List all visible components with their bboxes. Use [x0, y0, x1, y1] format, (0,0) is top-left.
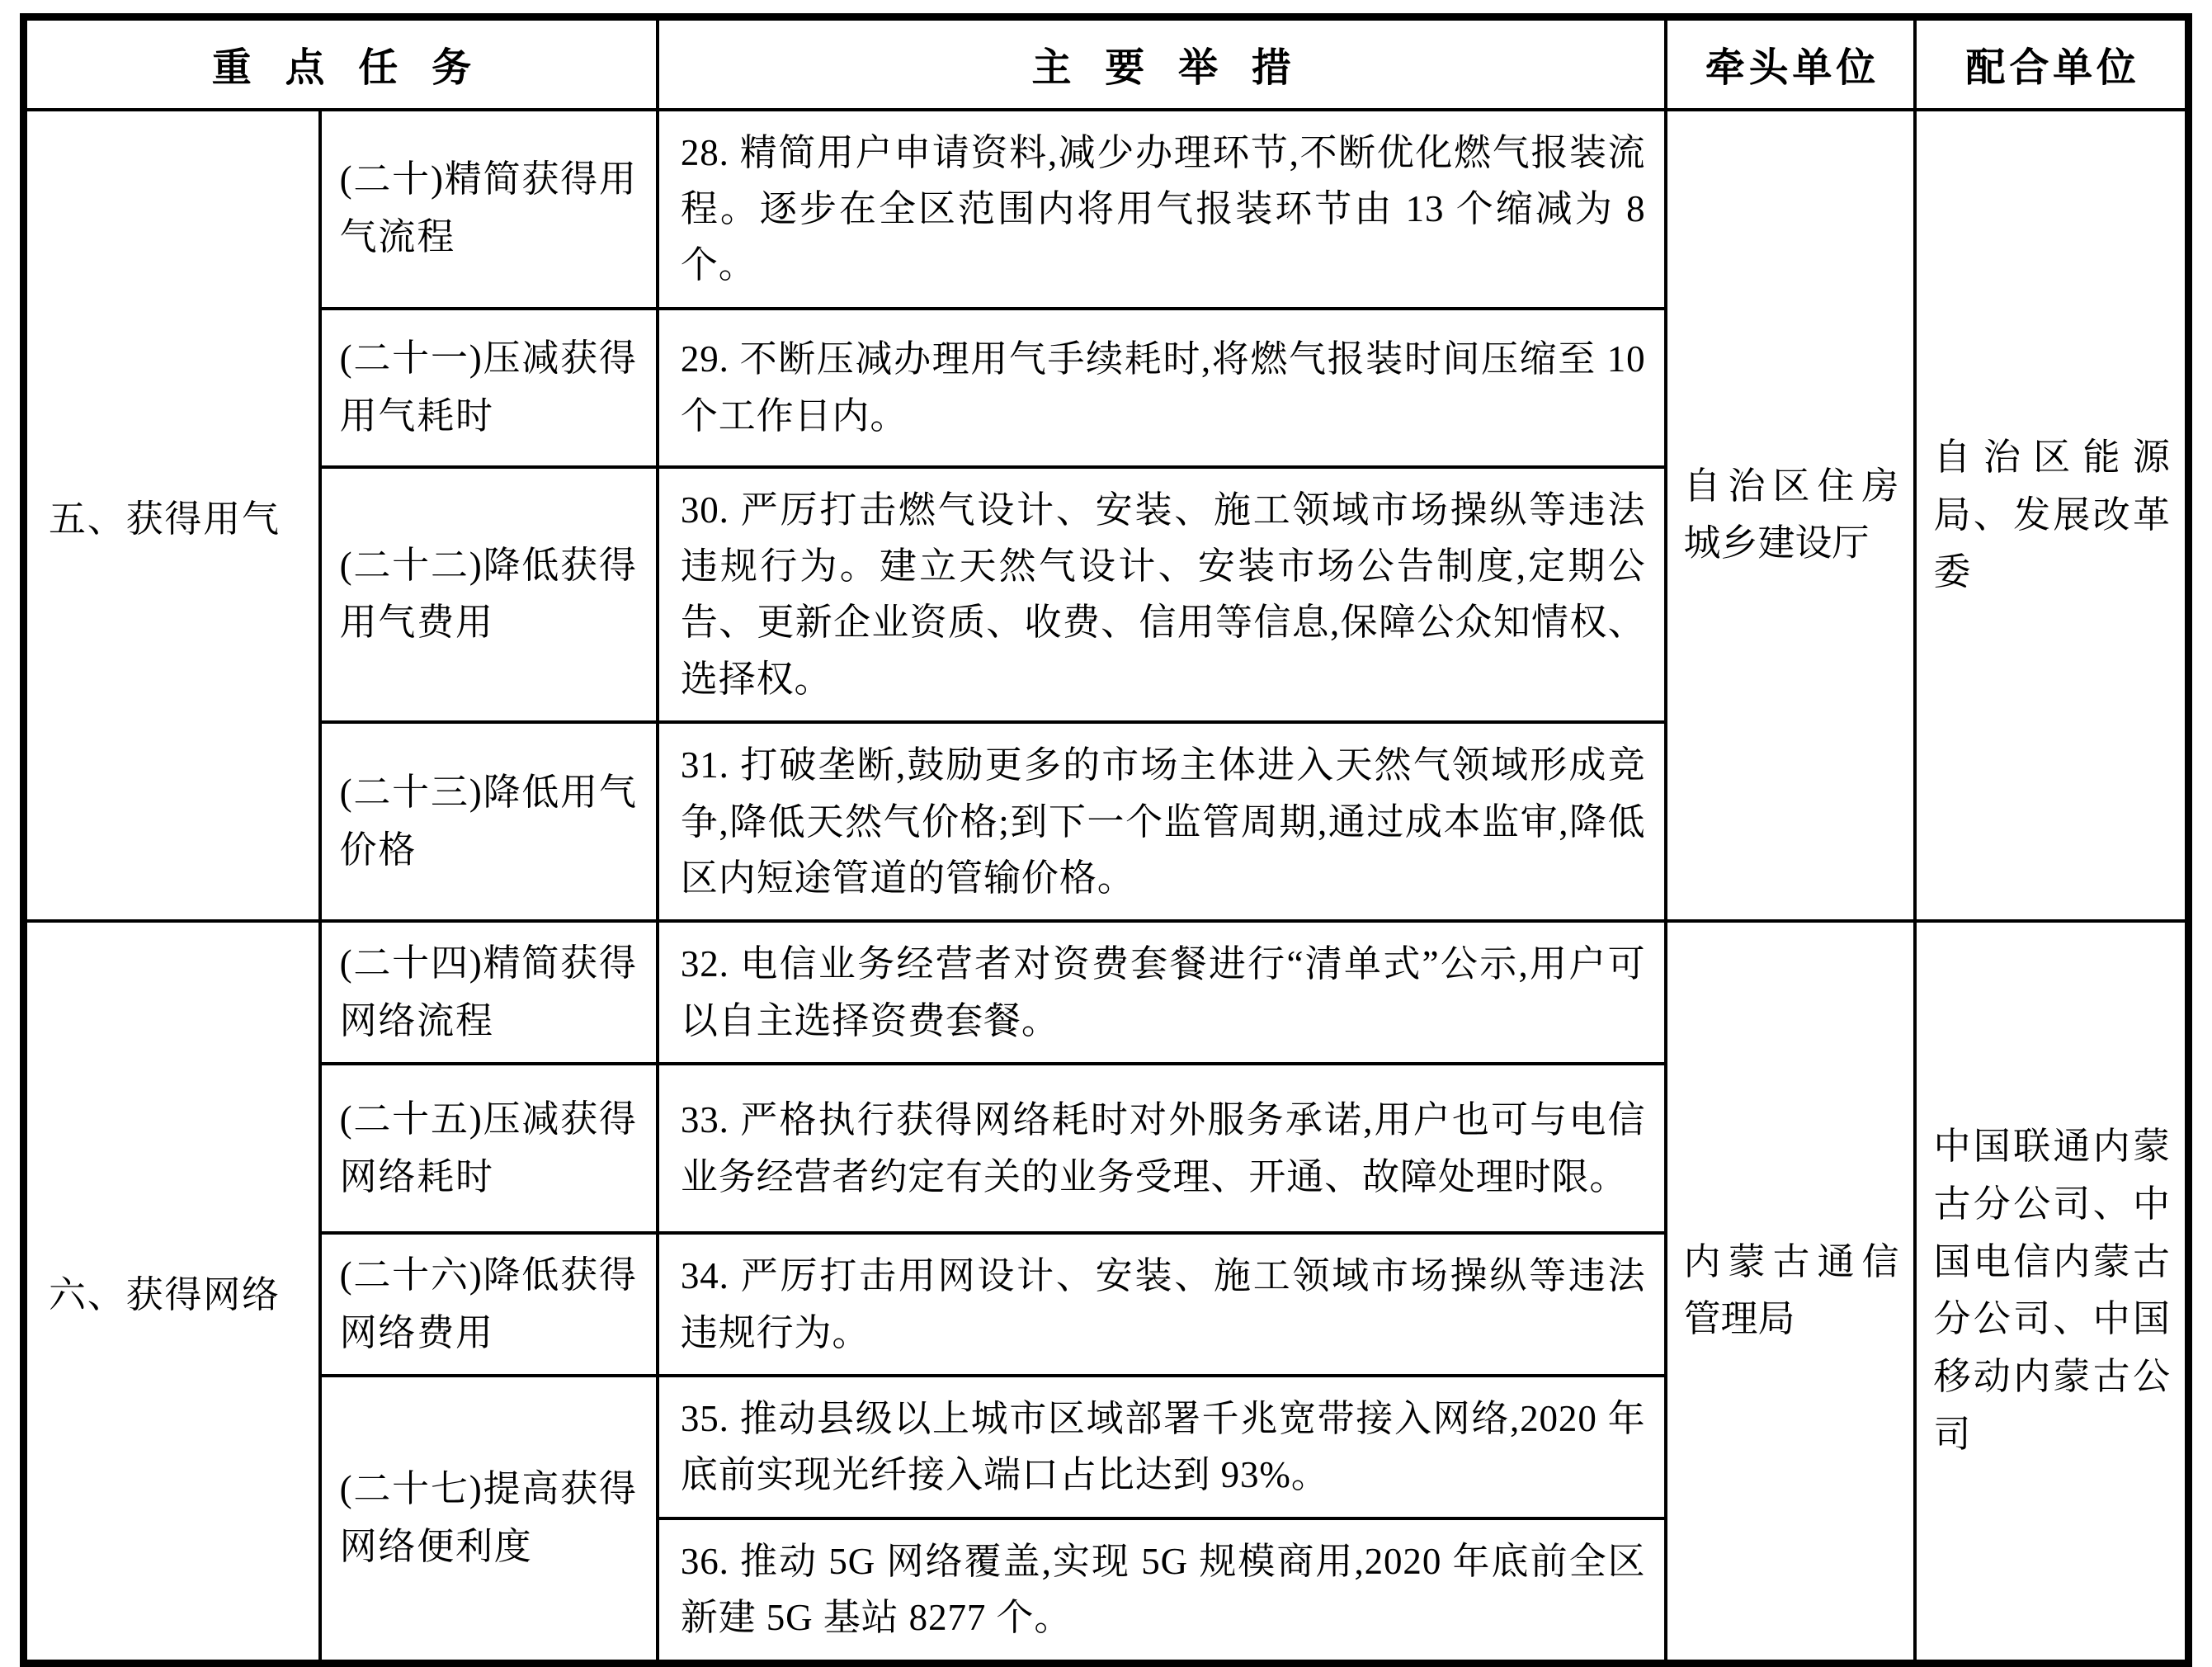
measure-cell-29: 29. 不断压减办理用气手续耗时,将燃气报装时间压缩至 10 个工作日内。 [658, 309, 1666, 467]
section-5-support-unit-cell: 自治区能源局、发展改革委 [1915, 110, 2188, 922]
table-header-row [24, 17, 2189, 110]
measure-cell-30: 30. 严厉打击燃气设计、安装、施工领域市场操纵等违法违规行为。建立天然气设计、安装市场公告制度,定期公告、更新企业资质、收费、信用等信息,保障公众知情权、选择权。 [658, 467, 1666, 723]
measure-cell-35: 35. 推动县级以上城市区域部署千兆宽带接入网络,2020 年底前实现光纤接入端口占比达到 93%。 [658, 1376, 1666, 1518]
table-row [24, 921, 2189, 1064]
header-lead-unit: 牵头单位 [1666, 17, 1916, 110]
table-row [24, 110, 2189, 309]
measure-cell-32: 32. 电信业务经营者对资费套餐进行“清单式”公示,用户可以自主选择资费套餐。 [658, 921, 1666, 1064]
header-main-measures: 主要举措 [658, 17, 1666, 110]
section-5-group-cell: 五、获得用气 [24, 110, 320, 922]
measure-cell-31: 31. 打破垄断,鼓励更多的市场主体进入天然气领域形成竞争,降低天然气价格;到下一个监管周期,通过成本监审,降低区内短途管道的管输价格。 [658, 722, 1666, 921]
section-6-group-cell: 六、获得网络 [24, 921, 320, 1663]
header-key-tasks: 重点任务 [24, 17, 658, 110]
task-cell-25: (二十五)压减获得网络耗时 [320, 1064, 658, 1233]
measure-cell-28: 28. 精简用户申请资料,减少办理环节,不断优化燃气报装流程。逐步在全区范围内将用气报装环节由 13 个缩减为 8 个。 [658, 110, 1666, 309]
task-cell-21: (二十一)压减获得用气耗时 [320, 309, 658, 467]
section-6-lead-unit-cell: 内蒙古通信管理局 [1666, 921, 1916, 1663]
measure-cell-36: 36. 推动 5G 网络覆盖,实现 5G 规模商用,2020 年底前全区新建 5G 基站 8277 个。 [658, 1518, 1666, 1663]
section-5-lead-unit-cell: 自治区住房城乡建设厅 [1666, 110, 1916, 922]
task-cell-23: (二十三)降低用气价格 [320, 722, 658, 921]
task-cell-26: (二十六)降低获得网络费用 [320, 1233, 658, 1376]
task-cell-24: (二十四)精简获得网络流程 [320, 921, 658, 1064]
task-cell-27: (二十七)提高获得网络便利度 [320, 1376, 658, 1663]
header-support-unit: 配合单位 [1915, 17, 2188, 110]
measure-cell-34: 34. 严厉打击用网设计、安装、施工领域市场操纵等违法违规行为。 [658, 1233, 1666, 1376]
task-cell-20: (二十)精简获得用气流程 [320, 110, 658, 309]
section-6-support-unit-cell: 中国联通内蒙古分公司、中国电信内蒙古分公司、中国移动内蒙古公司 [1915, 921, 2188, 1663]
measure-cell-33: 33. 严格执行获得网络耗时对外服务承诺,用户也可与电信业务经营者约定有关的业务受理、开通、故障处理时限。 [658, 1064, 1666, 1233]
task-cell-22: (二十二)降低获得用气费用 [320, 467, 658, 723]
key-tasks-table [20, 13, 2192, 1667]
